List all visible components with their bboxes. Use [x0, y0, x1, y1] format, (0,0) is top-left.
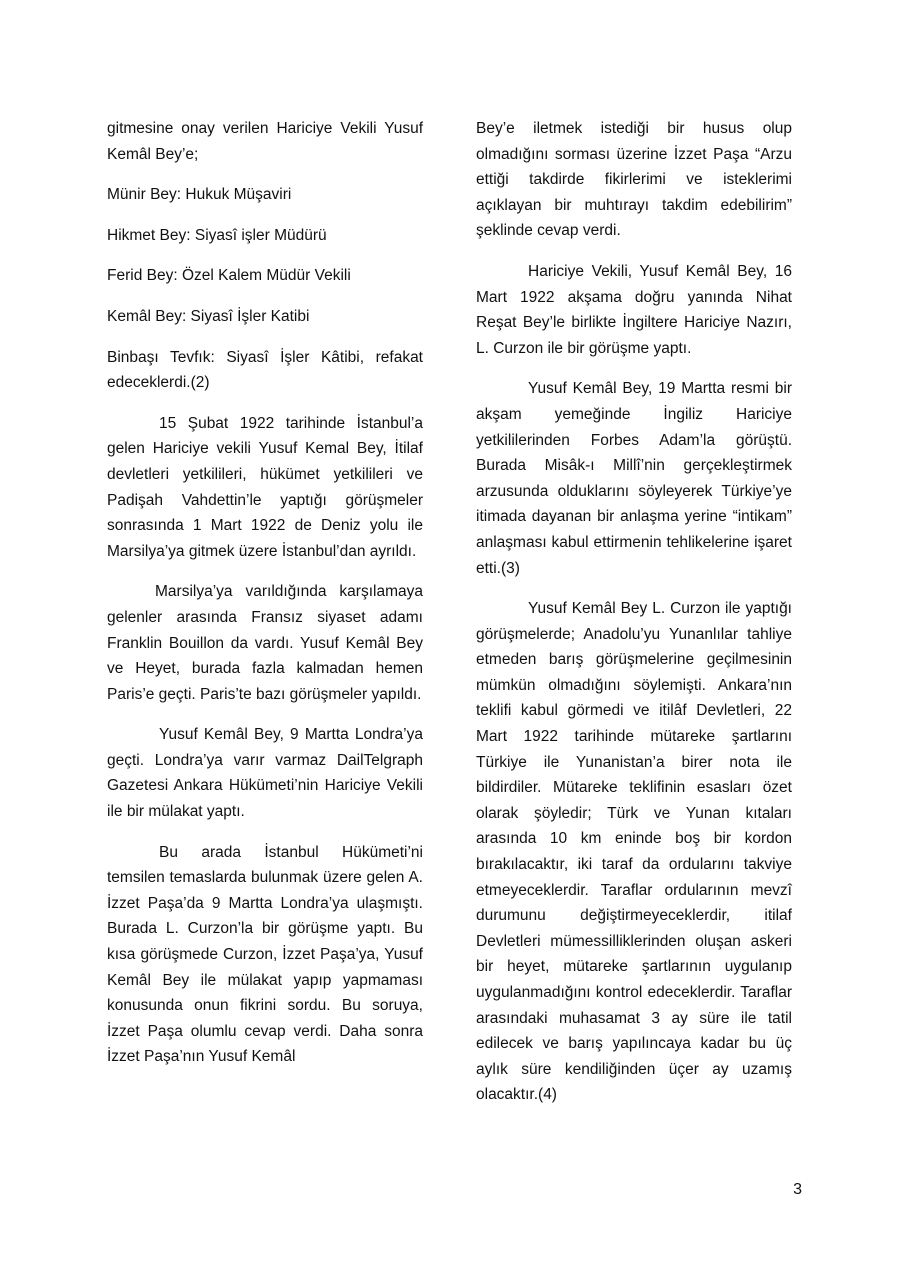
paragraph: Yusuf Kemâl Bey, 19 Martta resmi bir akşam yemeğinde İngiliz Hariciye yetkililerinden Forbes Adam’la görüştü. Burada Misâk-ı Millî’nin gerçekleştirmek arzusunda olduklarını söyleyerek Türkiye’ye itimada dayanan bir anlaşma yerine “intikam” anlaşması kabul ettirmenin tehlikelerine işaret etti.(3) — [476, 380, 792, 577]
paragraph: Kemâl Bey: Siyasî İşler Katibi — [107, 307, 310, 325]
right-column — [476, 116, 792, 1123]
paragraph: Yusuf Kemâl Bey, 9 Martta Londra’ya geçti. Londra’ya varır varmaz DailTelgraph Gazetesi Ankara Hükümeti’nin Hariciye Vekili ile bir mülakat yaptı. — [107, 726, 423, 821]
paragraph: Hariciye Vekili, Yusuf Kemâl Bey, 16 Mart 1922 akşama doğru yanında Nihat Reşat Bey’le birlikte İngiltere Hariciye Nazırı, L. Curzon ile bir görüşme yaptı. — [476, 262, 792, 357]
paragraph: Hikmet Bey: Siyasî işler Müdürü — [107, 226, 327, 244]
paragraph: Bey’e iletmek istediği bir husus olup olmadığını sorması üzerine İzzet Paşa “Arzu ettiği takdirde fikirlerimi ve isteklerimi açıklayan bir muhtırayı takdim edebilirim” şeklinde cevap verdi. — [476, 120, 792, 240]
left-column — [107, 116, 423, 1085]
page-number: 3 — [793, 1181, 802, 1198]
paragraph: 15 Şubat 1922 tarihinde İstanbul’a gelen Hariciye vekili Yusuf Kemal Bey, İtilaf devletleri yetkilileri, hükümet yetkilileri ve Padişah Vahdettin’le yaptığı görüşmeler sonrasında 1 Mart 1922 de Deniz yolu ile Marsilya’ya gitmek üzere İstanbul’dan ayrıldı. — [107, 414, 423, 560]
paragraph: Bu arada İstanbul Hükümeti’ni temsilen temaslarda bulunmak üzere gelen A. İzzet Paşa’da 9 Martta Londra’ya ulaşmıştı. Burada L. Curzon’la bir görüşme yaptı. Bu kısa görüşmede Curzon, İzzet Paşa’ya, Yusuf Kemâl Bey ile mülakat yapıp yapmaması konusunda onun fikrini sordu. Bu soruya, İzzet Paşa olumlu cevap verdi. Daha sonra İzzet Paşa’nın Yusuf Kemâl — [107, 843, 423, 1066]
paragraph: Ferid Bey: Özel Kalem Müdür Vekili — [107, 267, 351, 285]
paragraph: gitmesine onay verilen Hariciye Vekili Yusuf Kemâl Bey’e; — [107, 120, 423, 163]
paragraph: Binbaşı Tevfık: Siyasî İşler Kâtibi, refakat edeceklerdi.(2) — [107, 348, 423, 392]
paragraph: Münir Bey: Hukuk Müşaviri — [107, 186, 292, 204]
paragraph: Marsilya’ya varıldığında karşılamaya gelenler arasında Fransız siyaset adamı Franklin Bouillon da vardı. Yusuf Kemâl Bey ve Heyet, burada fazla kalmadan hemen Paris’e geçti. Paris’te bazı görüşmeler yapıldı. — [107, 583, 423, 703]
paragraph: Yusuf Kemâl Bey L. Curzon ile yaptığı görüşmelerde; Anadolu’yu Yunanlılar tahliye etmeden barış görüşmelerine geçilmesinin mümkün olmadığını söylemişti. Ankara’nın teklifi kabul görmedi ve itilâf Devletleri, 22 Mart 1922 tarihinde mütareke şartlarını Türkiye ile Yunanistan’a birer nota ile bildirdiler. Mütareke teklifinin esasları özet olarak şöyledir; Türk ve Yunan kıtaları arasında 10 km eninde boş bir kordon bırakılacaktır, iki taraf da ordularını takviye etmeyeceklerdir. Taraflar ordularının mevzî durumunu değiştirmeyeceklerdir, itilaf Devletleri mümessilliklerinden oluşan askeri bir heyet, mütareke şartlarının uygulanıp uygulanmadığını kontrol edeceklerdir. Taraflar arasındaki muhasamat 3 ay süre ile tatil edilecek ve barış yapılıncaya kadar bu üç aylık süre kendiliğinden üçer ay uzamış olacaktır.(4) — [476, 600, 792, 1104]
